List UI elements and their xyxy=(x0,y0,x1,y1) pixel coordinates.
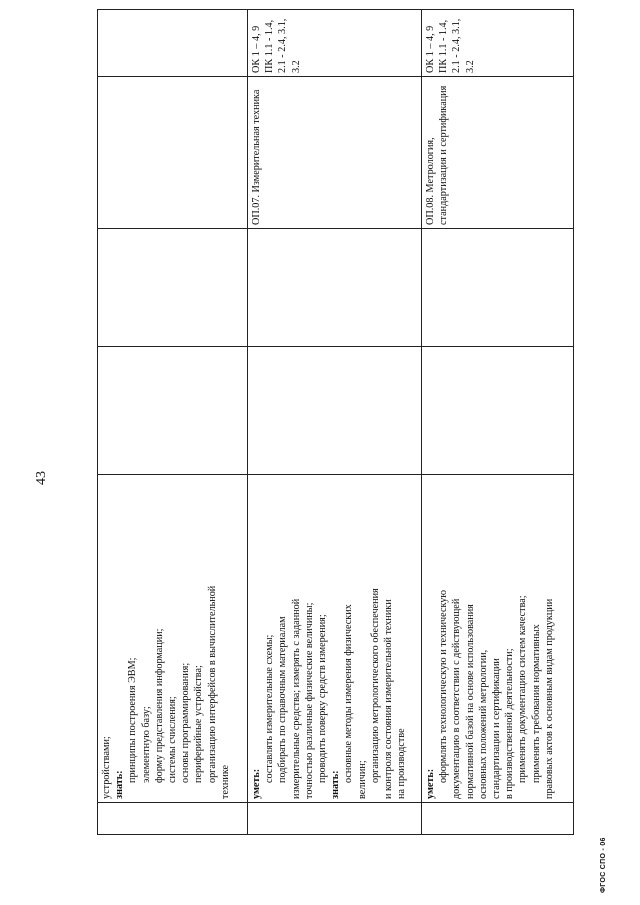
table-row xyxy=(248,10,422,835)
discipline-cell: ОП.08. Метрология, стандартизация и сертификация xyxy=(422,77,574,229)
load-cell-1 xyxy=(98,347,248,475)
load-cell-2 xyxy=(98,229,248,347)
content-line: подбирать по справочным материалам xyxy=(277,616,289,783)
content-line: измерительные средства; измерять с заданной xyxy=(290,598,302,799)
content-line: и контроля состояния измерительной техники xyxy=(383,599,395,799)
content-line: нормативной базой на основе использования xyxy=(464,604,476,799)
content-line: правовых актов к основным видам продукции xyxy=(543,598,555,799)
content-cell xyxy=(248,475,422,803)
content-line: основные методы измерения физических xyxy=(343,604,355,783)
content-line: технике xyxy=(219,764,231,799)
content-line: форму представления информации; xyxy=(153,628,165,783)
competencies-cell: ОК 1 – 4, 9 ПК 1.1 - 1.4, 2.1 - 2.4, 3.1, 3.2 xyxy=(248,10,422,77)
content-cell xyxy=(98,475,248,803)
content-line: организацию интерфейсов в вычислительной xyxy=(206,585,218,783)
content-cell xyxy=(422,475,574,803)
competencies-cell xyxy=(98,10,248,77)
content-line: основы программирования; xyxy=(180,662,192,783)
competencies-cell: ОК 1 – 4, 9 ПК 1.1 - 1.4, 2.1 - 2.4, 3.1, 3.2 xyxy=(422,10,574,77)
index-cell xyxy=(422,803,574,835)
load-cell-1 xyxy=(248,347,422,475)
content-line: документацию в соответствии с действующей xyxy=(451,598,463,799)
content-line: применять документацию систем качества; xyxy=(517,595,529,783)
load-cell-1 xyxy=(422,347,574,475)
footer-code: ФГОС СПО - 06 xyxy=(600,837,607,893)
discipline-cell xyxy=(98,77,248,229)
content-line: стандартизации и сертификации xyxy=(491,658,503,799)
content-line: уметь: xyxy=(251,768,262,799)
content-line: основных положений метрологии, xyxy=(477,649,489,799)
content-line: организацию метрологического обеспечения xyxy=(369,588,381,783)
content-line: системы счисления; xyxy=(167,696,179,783)
content-line: знать: xyxy=(114,770,126,799)
content-line: знать: xyxy=(330,770,342,799)
content-line: применять требования нормативных xyxy=(530,624,542,783)
content-line: точностью различные физические величины; xyxy=(303,602,315,799)
page-number: 43 xyxy=(34,471,49,485)
content-line: проводить поверку средств измерения; xyxy=(317,614,329,783)
load-cell-2 xyxy=(422,229,574,347)
competency-table xyxy=(97,9,574,835)
content-line: величин; xyxy=(356,760,368,799)
index-cell xyxy=(248,803,422,835)
load-cell-2 xyxy=(248,229,422,347)
content-line: уметь: xyxy=(425,768,436,799)
content-line: на производстве xyxy=(396,728,408,799)
content-line: элементную базу; xyxy=(140,706,152,783)
discipline-cell: ОП.07. Измерительная техника xyxy=(248,77,422,229)
index-cell xyxy=(98,803,248,835)
content-line: принципы построения ЭВМ; xyxy=(127,657,139,783)
content-line: периферийные устройства; xyxy=(193,665,205,783)
content-line: устройствами; xyxy=(101,736,112,799)
table-row xyxy=(98,10,248,835)
table-row xyxy=(422,10,574,835)
content-line: оформлять технологическую и техническую xyxy=(438,590,450,783)
content-line: составлять измерительные схемы; xyxy=(264,634,276,783)
content-line: в производственной деятельности; xyxy=(504,648,516,799)
